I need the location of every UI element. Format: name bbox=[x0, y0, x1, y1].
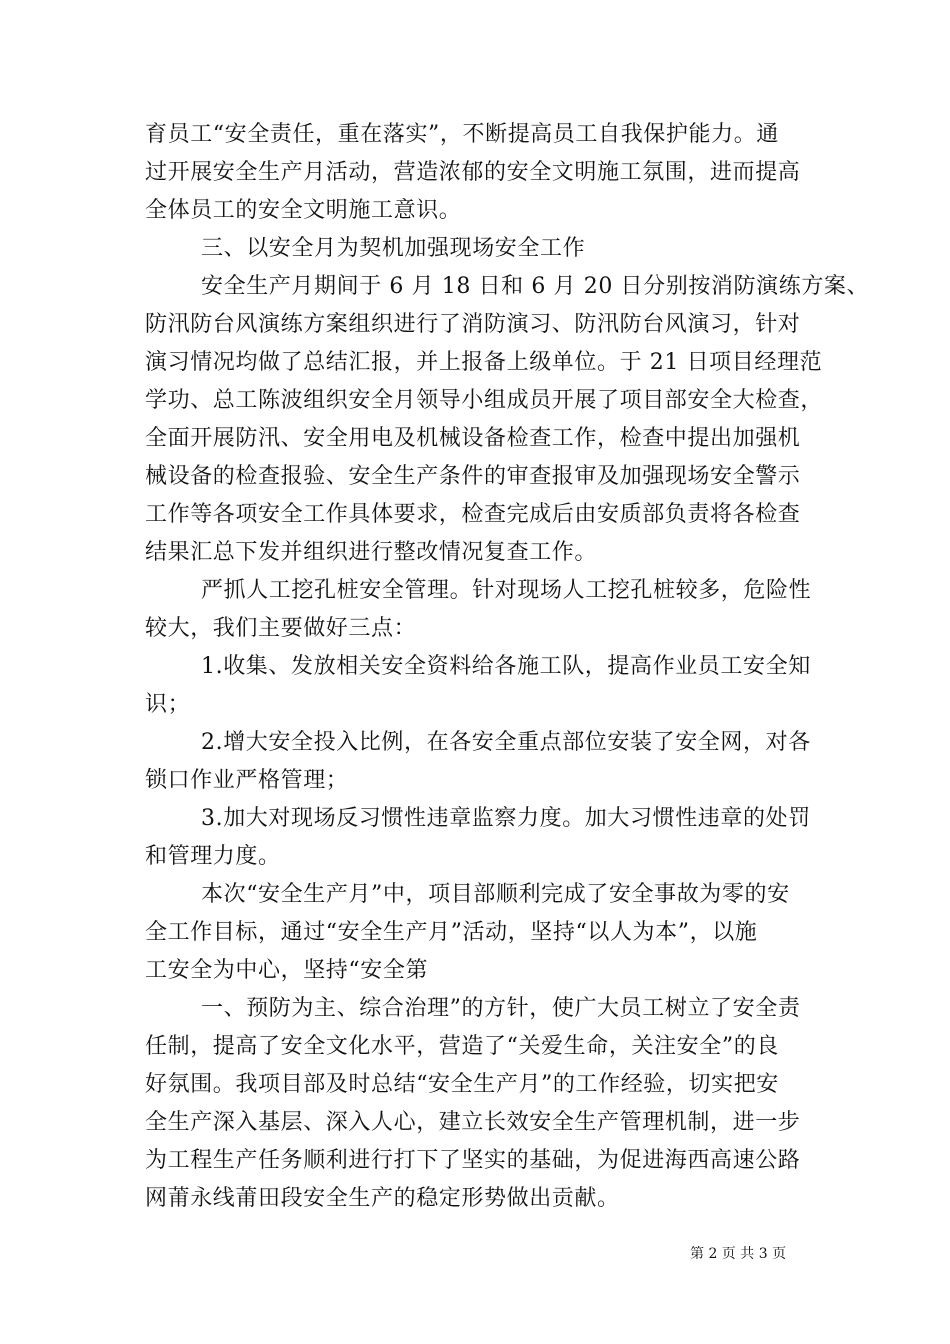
text-line: 锁口作业严格管理； bbox=[145, 768, 349, 793]
text-line: 工作等各项安全工作具体要求，检查完成后由安质部负责将各检查 bbox=[145, 502, 801, 527]
document-body bbox=[145, 116, 870, 1218]
text-line: 全体员工的安全文明施工意识。 bbox=[145, 198, 462, 223]
text-line: 育员工“安全责任，重在落实”，不断提高员工自我保护能力。通 bbox=[145, 122, 779, 147]
text-line: 网莆永线莆田段安全生产的稳定形势做出贡献。 bbox=[145, 1186, 620, 1211]
list-item: 3.加大对现场反习惯性违章监察力度。加大习惯性违章的处罚 bbox=[201, 806, 811, 831]
text-line: 学功、总工陈波组织安全月领导小组成员开展了项目部安全大检查， bbox=[145, 388, 824, 413]
text-line: 较大，我们主要做好三点： bbox=[145, 616, 417, 641]
section-heading: 三、以安全月为契机加强现场安全工作 bbox=[201, 236, 586, 261]
text-line: 械设备的检查报验、安全生产条件的审查报审及加强现场安全警示 bbox=[145, 464, 801, 489]
list-item: 1.收集、发放相关安全资料给各施工队，提高作业员工安全知 bbox=[201, 654, 811, 679]
text-line: 全面开展防汛、安全用电及机械设备检查工作，检查中提出加强机 bbox=[145, 426, 801, 451]
text-line: 安全生产月期间于 6 月 18 日和 6 月 20 日分别按消防演练方案、 bbox=[201, 274, 870, 299]
page-number: 第 2 页 共 3 页 bbox=[690, 1246, 787, 1262]
text-line: 本次“安全生产月”中，项目部顺利完成了安全事故为零的安 bbox=[201, 882, 790, 907]
text-line: 严抓人工挖孔桩安全管理。针对现场人工挖孔桩较多，危险性 bbox=[201, 578, 812, 603]
text-line: 全生产深入基层、深入人心，建立长效安全生产管理机制，进一步 bbox=[145, 1110, 801, 1135]
text-line: 识； bbox=[145, 692, 191, 717]
text-line: 好氛围。我项目部及时总结“安全生产月”的工作经验，切实把安 bbox=[145, 1072, 779, 1097]
text-line: 任制，提高了安全文化水平，营造了“关爱生命，关注安全”的良 bbox=[145, 1034, 779, 1059]
text-line: 为工程生产任务顺利进行打下了坚实的基础，为促进海西高速公路 bbox=[145, 1148, 801, 1173]
text-line: 过开展安全生产月活动，营造浓郁的安全文明施工氛围，进而提高 bbox=[145, 160, 801, 185]
text-line: 演习情况均做了总结汇报，并上报备上级单位。于 21 日项目经理范 bbox=[145, 350, 823, 375]
text-line: 一、预防为主、综合治理”的方针，使广大员工树立了安全责 bbox=[201, 996, 801, 1021]
text-line: 全工作目标，通过“安全生产月”活动，坚持“以人为本”，以施 bbox=[145, 920, 758, 945]
text-line: 和管理力度。 bbox=[145, 844, 281, 869]
text-line: 工安全为中心，坚持“安全第 bbox=[145, 958, 429, 983]
list-item: 2.增大安全投入比例，在各安全重点部位安装了安全网，对各 bbox=[201, 730, 811, 755]
text-line: 防汛防台风演练方案组织进行了消防演习、防汛防台风演习，针对 bbox=[145, 312, 801, 337]
text-line: 结果汇总下发并组织进行整改情况复查工作。 bbox=[145, 540, 598, 565]
